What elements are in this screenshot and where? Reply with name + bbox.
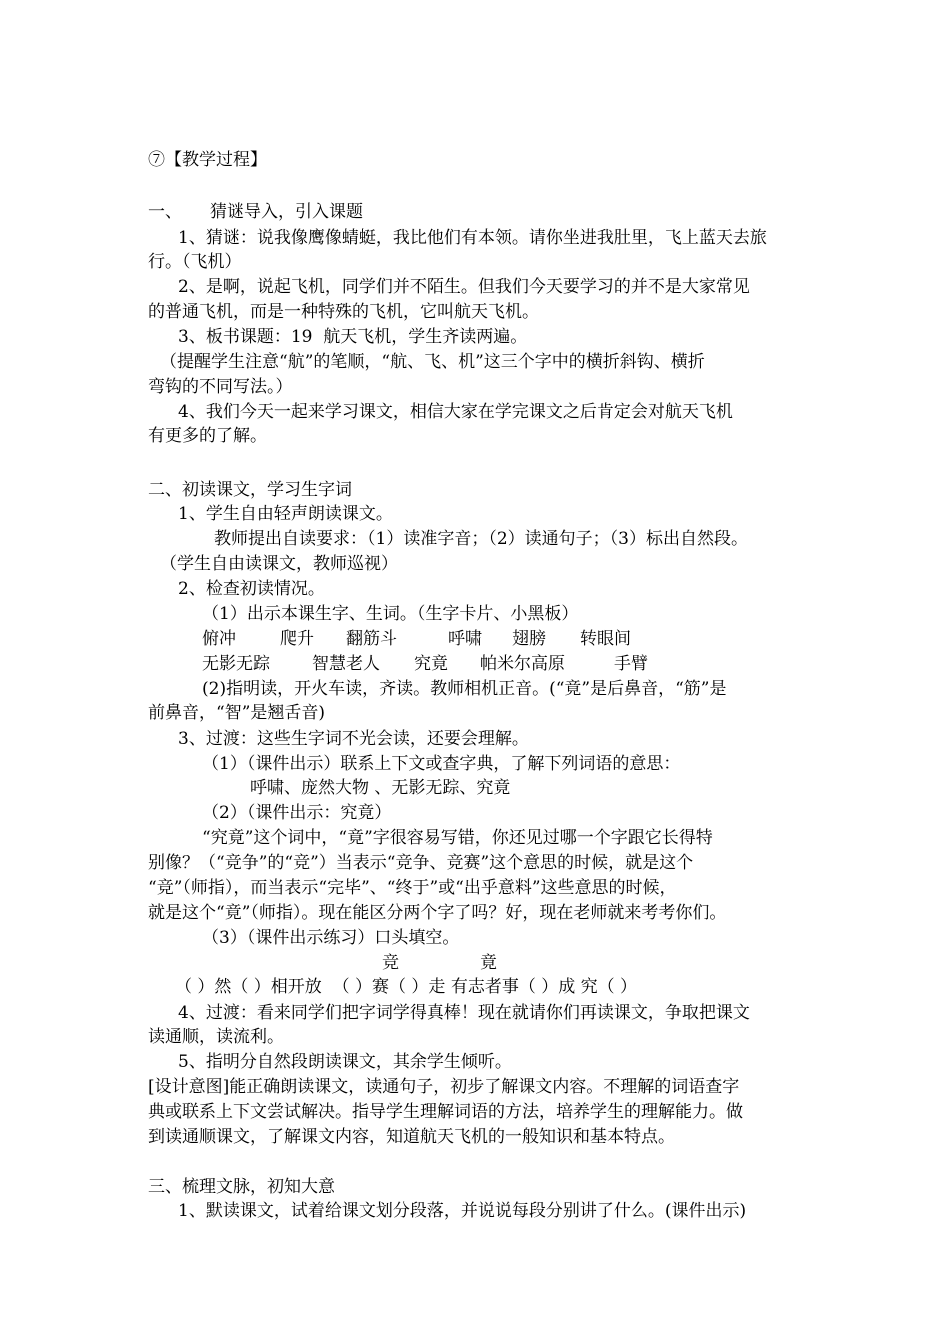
- paragraph-line: 4、过渡：看来同学们把字词学得真棒！现在就请你们再读课文，争取把课文: [178, 1003, 750, 1023]
- section-3-title: 三、梳理文脉，初知大意: [148, 1177, 335, 1197]
- vocab-word: 究竟: [414, 654, 448, 674]
- design-intent-line: [设计意图]能正确朗读课文，读通句子，初步了解课文内容。不理解的词语查字: [148, 1077, 740, 1097]
- paragraph-line: （提醒学生注意“航”的笔顺，“航、飞、机”这三个字中的横折斜钩、横折: [160, 352, 705, 372]
- section-2-title: 二、初读课文，学习生字词: [148, 480, 352, 500]
- paragraph-line: “竞”（师指），而当表示“完毕”、“终于”或“出乎意料”这些意思的时候，: [148, 878, 677, 898]
- paragraph-line: 呼啸、庞然大物 、无影无踪、究竟: [250, 778, 511, 798]
- paragraph-line: 1、学生自由轻声朗读课文。: [178, 504, 393, 524]
- vocab-word: 帕米尔高原: [480, 654, 565, 674]
- vocab-word: 手臂: [614, 654, 648, 674]
- design-intent-line: 到读通顺课文，了解课文内容，知道航天飞机的一般知识和基本特点。: [148, 1127, 675, 1147]
- vocab-word: 翅膀: [512, 629, 546, 649]
- vocab-word: 转眼间: [580, 629, 631, 649]
- vocab-word: 智慧老人: [312, 654, 380, 674]
- paragraph-line: 2、是啊，说起飞机，同学们并不陌生。但我们今天要学习的并不是大家常见: [178, 277, 750, 297]
- section-1-number: 一、: [148, 202, 182, 222]
- vocab-word: 爬升: [280, 629, 314, 649]
- paragraph-line: 前鼻音，“智”是翘舌音): [148, 703, 326, 723]
- paragraph-line: （1）出示本课生字、生词。（生字卡片、小黑板）: [202, 604, 579, 624]
- paragraph-line: （学生自由读课文，教师巡视）: [160, 554, 398, 574]
- section-heading: ⑦【教学过程】: [148, 150, 267, 170]
- paragraph-line: 的普通飞机，而是一种特殊的飞机，它叫航天飞机。: [148, 302, 539, 322]
- vocab-word: 俯冲: [202, 629, 236, 649]
- paragraph-line: (2)指明读，开火车读，齐读。教师相机正音。(“竟”是后鼻音，“筋”是: [202, 679, 727, 699]
- paragraph-line: 就是这个“竟”（师指）。现在能区分两个字了吗？好，现在老师就来考考你们。: [148, 903, 727, 923]
- exercise-fill-line: （ ）然（ ）相开放 （ ）赛（ ）走 有志者事（ ）成 究（ ）: [175, 977, 638, 997]
- paragraph-line: 别像？（“竞争”的“竞”）当表示“竞争、竞赛”这个意思的时候，就是这个: [148, 853, 694, 873]
- paragraph-line: （2）（课件出示：究竟）: [202, 803, 392, 823]
- paragraph-line: 行。（飞机）: [148, 252, 242, 272]
- paragraph-line: 读通顺，读流利。: [148, 1027, 284, 1047]
- paragraph-line: “究竟”这个词中，“竟”字很容易写错，你还见过哪一个字跟它长得特: [202, 828, 713, 848]
- exercise-choice: 竟: [480, 953, 497, 973]
- paragraph-line: （1）（课件出示）联系上下文或查字典，了解下列词语的意思：: [202, 754, 681, 774]
- paragraph-line: 3、板书课题：19 航天飞机，学生齐读两遍。: [178, 327, 528, 347]
- paragraph-line: 5、指明分自然段朗读课文，其余学生倾听。: [178, 1052, 512, 1072]
- paragraph-line: 2、检查初读情况。: [178, 579, 325, 599]
- paragraph-line: 1、默读课文，试着给课文划分段落，并说说每段分别讲了什么。(课件出示): [178, 1201, 747, 1221]
- paragraph-line: 有更多的了解。: [148, 426, 267, 446]
- paragraph-line: 1、猜谜：说我像鹰像蜻蜓，我比他们有本领。请你坐进我肚里，飞上蓝天去旅: [178, 228, 767, 248]
- paragraph-line: 4、我们今天一起来学习课文，相信大家在学完课文之后肯定会对航天飞机: [178, 402, 733, 422]
- exercise-choice: 竞: [382, 953, 399, 973]
- section-1-title: 猜谜导入，引入课题: [210, 202, 363, 222]
- paragraph-line: 教师提出自读要求：（1）读准字音；（2）读通句子；（3）标出自然段。: [214, 529, 748, 549]
- vocab-word: 无影无踪: [202, 654, 270, 674]
- paragraph-line: 3、过渡：这些生字词不光会读，还要会理解。: [178, 729, 529, 749]
- paragraph-line: 弯钩的不同写法。）: [148, 377, 293, 397]
- paragraph-line: （3）（课件出示练习）口头填空。: [202, 928, 460, 948]
- vocab-word: 翻筋斗: [346, 629, 397, 649]
- vocab-word: 呼啸: [448, 629, 482, 649]
- design-intent-line: 典或联系上下文尝试解决。指导学生理解词语的方法，培养学生的理解能力。做: [148, 1102, 743, 1122]
